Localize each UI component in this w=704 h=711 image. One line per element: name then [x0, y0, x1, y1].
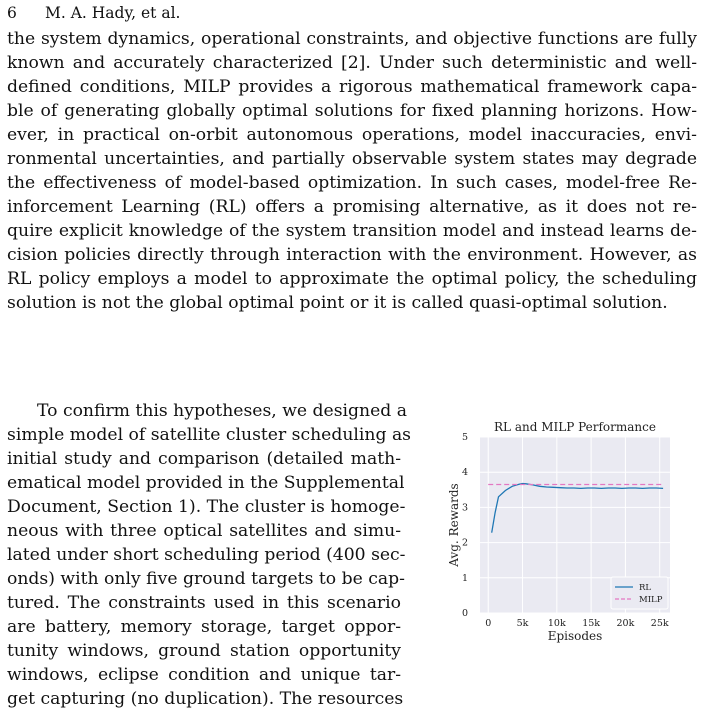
text-line: known and accurately characterized [2]. Under such deterministic and well- [7, 53, 697, 73]
y-tick-label: 5 [461, 432, 468, 443]
x-tick-label: 15k [582, 618, 601, 629]
legend-label: MILP [639, 595, 663, 605]
y-tick-label: 3 [461, 502, 468, 514]
text-line: To confirm this hypotheses, we designed a [37, 401, 407, 421]
text-line: ble of generating globally optimal solutions for fixed planning horizons. How- [7, 101, 697, 121]
y-tick-label: 4 [461, 467, 468, 479]
performance-figure [446, 413, 686, 643]
chart-title: RL and MILP Performance [494, 420, 656, 434]
text-line: the effectiveness of model-based optimization. In such cases, model-free Re- [7, 173, 697, 193]
text-line: Document, Section 1). The cluster is homoge- [7, 497, 406, 517]
text-line: initial study and comparison (detailed math- [7, 449, 401, 469]
page-number: 6 [7, 4, 17, 22]
x-tick-label: 20k [616, 618, 635, 629]
x-tick-label: 0 [485, 618, 492, 629]
y-tick-label: 1 [461, 572, 468, 584]
text-line: cision policies directly through interaction with the environment. However, as [7, 245, 697, 265]
page-header [7, 4, 180, 22]
text-line: ever, in practical on-orbit autonomous operations, model inaccuracies, envi- [7, 125, 697, 145]
y-axis-label: Avg. Rewards [447, 483, 461, 567]
text-line: neous with three optical satellites and simu- [7, 521, 401, 541]
x-tick-label: 10k [547, 618, 566, 629]
body-paragraph-2 [7, 399, 412, 711]
body-paragraph-1 [7, 27, 697, 315]
text-line: are battery, memory storage, target oppor- [7, 617, 401, 637]
text-line: ronmental uncertainties, and partially observable system states may degrade [7, 149, 697, 169]
text-line: RL policy employs a model to approximate the optimal policy, the scheduling [7, 269, 697, 289]
text-line: lated under short scheduling period (400 sec- [7, 545, 406, 565]
text-line: get capturing (no duplication). The resources [7, 689, 404, 709]
legend-label: RL [639, 583, 652, 593]
text-line: simple model of satellite cluster scheduling as [7, 425, 412, 445]
text-line: tunity windows, ground station opportunity [7, 641, 401, 661]
text-line: onds) with only five ground targets to be cap- [7, 569, 405, 589]
text-line: defined conditions, MILP provides a rigorous mathematical framework capa- [7, 77, 697, 97]
y-tick-label: 0 [461, 608, 468, 619]
text-line: ematical model provided in the Supplemental [7, 473, 405, 493]
x-axis-label: Episodes [547, 629, 603, 643]
performance-chart [446, 413, 686, 643]
running-authors: M. A. Hady, et al. [45, 4, 181, 22]
text-line: quire explicit knowledge of the system transition model and instead learns de- [7, 221, 697, 241]
text-line: windows, eclipse condition and unique tar- [7, 665, 401, 685]
text-line: the system dynamics, operational constraints, and objective functions are fully [7, 29, 697, 49]
y-tick-label: 2 [461, 537, 468, 549]
text-line: inforcement Learning (RL) offers a promising alternative, as it does not re- [7, 197, 697, 217]
x-tick-label: 25k [650, 618, 669, 629]
text-line: solution is not the global optimal point or it is called quasi-optimal solution. [7, 293, 668, 313]
x-tick-label: 5k [516, 618, 529, 629]
text-line: tured. The constraints used in this scenario [7, 593, 401, 613]
